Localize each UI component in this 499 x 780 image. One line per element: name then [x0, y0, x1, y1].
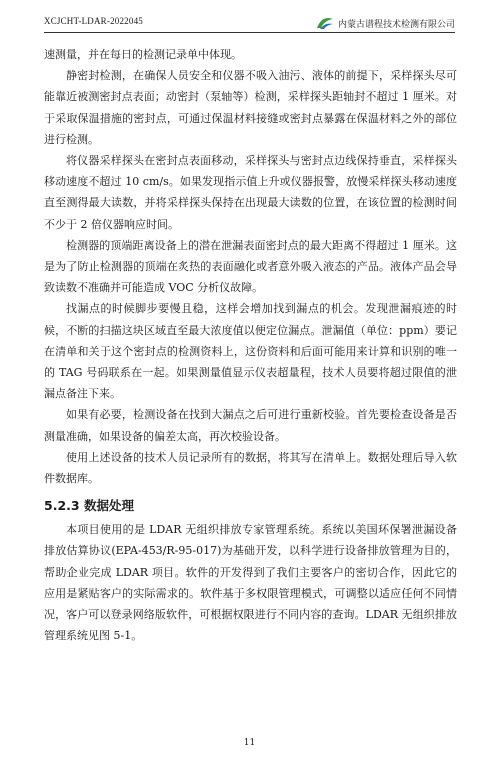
page-number: 11: [243, 738, 256, 748]
body-paragraph: 检测器的顶端距离设备上的潜在泄漏表面密封点的最大距离不得超过 1 厘米。这是为了防止检测器的顶端在炙热的表面融化或者意外吸入液态的产品。液体产品会导致读数不准确并可能造成 VOC 分析仪故障。: [44, 238, 457, 295]
body-paragraph: 使用上述设备的技术人员记录所有的数据，将其写在清单上。数据处理后导入软件数据库。: [44, 450, 457, 486]
body-paragraph: 找漏点的时候脚步要慢且稳，这样会增加找到漏点的机会。发现泄漏痕迹的时候，不断的扫描这块区域直至最大浓度值以便定位漏点。泄漏值（单位：ppm）要记在清单和关于这个密封点的检测资料上，这份资料和后面可能用来计算和识别的唯一的 TAG 号码联系在一起。如果测量值显示仪表超量程，技术人员要将超过限值的泄漏点备注下来。: [44, 302, 457, 401]
page-body: [44, 44, 457, 646]
company-name: 内蒙古谱程技术检测有限公司: [337, 19, 455, 30]
body-paragraph: 速测量，并在每日的检测记录单中体现。: [44, 48, 242, 61]
section-heading: 5.2.3 数据处理: [44, 498, 134, 514]
body-paragraph: 如果有必要，检测设备在找到大漏点之后可进行重新校验。首先要检查设备是否测量准确，如果设备的偏差太高，再次校验设备。: [44, 408, 457, 443]
company-logo-icon: [316, 16, 334, 30]
body-paragraph: 静密封检测，在确保人员安全和仪器不吸入油污、液体的前提下，采样探头尽可能靠近被测密封点表面；动密封（泵轴等）检测，采样探头距轴封不超过 1 厘米。对于采取保温措施的密封点，可通过保温材料接缝或密封点暴露在保温材料之外的部位进行检测。: [44, 69, 457, 146]
company-block: [316, 16, 455, 30]
header-rule: [44, 32, 455, 33]
document-id: XCJCHT-LDAR-2022045: [44, 16, 143, 26]
section-paragraph: 本项目使用的是 LDAR 无组织排放专家管理系统。系统以美国环保署泄漏设备排放估算协议(EPA-453/R-95-017)为基础开发，以科学进行设备排放管理为目的，帮助企业完成 LDAR 项目。软件的开发得到了我们主要客户的密切合作，因此它的应用是紧贴客户的实际需求的。软件基于多权限管理模式，可调整以适应任何不同情况，客户可以登录网络版软件，可根据权限进行不同内容的查询。LDAR 无组织排放管理系统见图 5-1。: [44, 523, 457, 643]
page-header: [44, 14, 455, 34]
body-paragraph: 将仪器采样探头在密封点表面移动，采样探头与密封点边线保持垂直，采样探头移动速度不超过 10 cm/s。如果发现指示值上升或仪器报警，放慢采样探头移动速度直至测得最大读数，并将采样探头保持在出现最大读数的位置，在该位置的检测时间不少于 2 倍仪器响应时间。: [44, 154, 457, 231]
